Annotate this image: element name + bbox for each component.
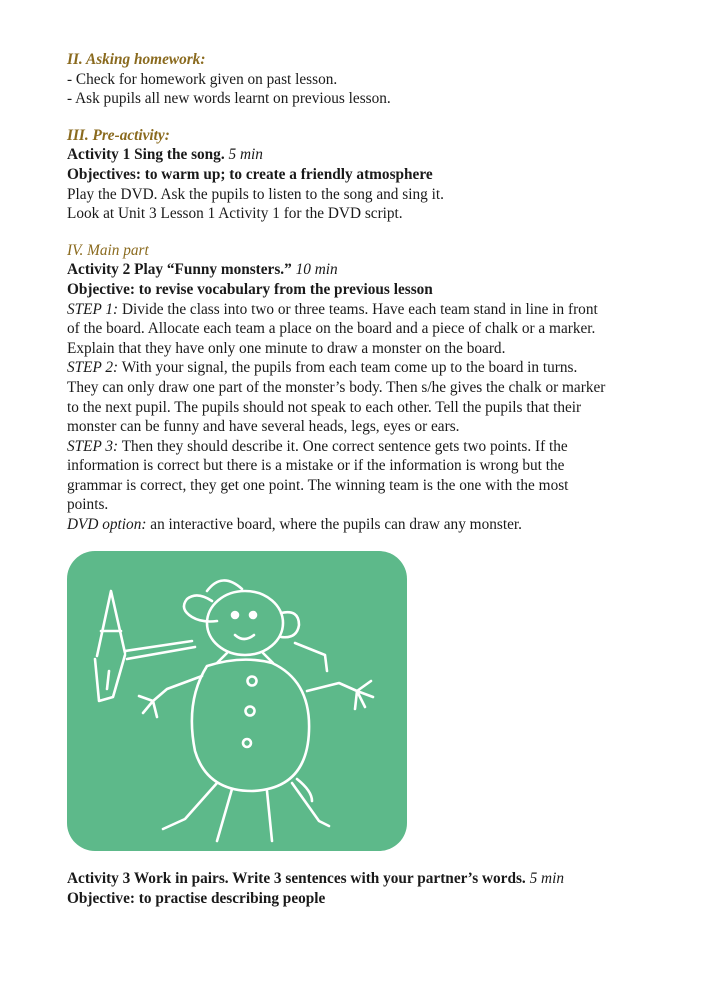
section-heading-asking-homework: II. Asking homework:	[67, 51, 206, 68]
activity-1-time: 5 min	[228, 146, 263, 164]
paragraph-line: Explain that they have only one minute to draw a monster on the board.	[67, 339, 506, 357]
step-1-label: STEP 1:	[67, 300, 119, 318]
monster-illustration	[67, 551, 407, 851]
dvd-option-line	[67, 515, 647, 535]
paragraph-line: Play the DVD. Ask the pupils to listen to the song and sing it.	[67, 185, 444, 203]
list-item: - Ask pupils all new words learnt on previous lesson.	[67, 90, 391, 108]
activity-3-title: Activity 3 Work in pairs. Write 3 sentences with your partner’s words.	[67, 870, 526, 887]
step-2-line	[67, 358, 647, 378]
paragraph-line: of the board. Allocate each team a place on the board and a piece of chalk or a marker.	[67, 320, 596, 338]
document-page	[67, 50, 647, 535]
paragraph-line: They can only draw one part of the monster’s body. Then s/he gives the chalk or marker	[67, 378, 606, 396]
activity-1-objectives: Objectives: to warm up; to create a friendly atmosphere	[67, 165, 433, 183]
step-1-text: Divide the class into two or three teams. Have each team stand in line in front	[118, 300, 598, 318]
monster-drawing-image	[67, 551, 407, 851]
step-2-text: With your signal, the pupils from each team come up to the board in turns.	[118, 359, 578, 377]
activity-2-title: Activity 2 Play “Funny monsters.”	[67, 261, 292, 279]
section-heading-pre-activity: III. Pre-activity:	[67, 126, 170, 144]
paragraph-line: monster can be funny and have several heads, legs, eyes or ears.	[67, 418, 460, 436]
activity-3-time: 5 min	[529, 870, 564, 887]
activity-2-objective: Objective: to revise vocabulary from the previous lesson	[67, 280, 433, 298]
paragraph-line: to the next pupil. The pupils should not speak to each other. Tell the pupils that their	[67, 398, 582, 416]
paragraph-line: Look at Unit 3 Lesson 1 Activity 1 for the DVD script.	[67, 205, 403, 223]
step-2-label: STEP 2:	[67, 359, 119, 377]
paragraph-line: points.	[67, 496, 109, 514]
step-3-line	[67, 437, 647, 457]
dvd-option-label: DVD option:	[67, 516, 147, 534]
activity-1-title: Activity 1 Sing the song.	[67, 146, 225, 164]
activity-3-block	[67, 869, 667, 908]
activity-1-title-line	[67, 145, 647, 165]
activity-2-title-line	[67, 260, 647, 280]
step-3-label: STEP 3:	[67, 437, 119, 455]
step-1-line	[67, 300, 647, 320]
activity-2-time: 10 min	[295, 261, 338, 279]
activity-3-title-line	[67, 869, 667, 889]
step-3-text: Then they should describe it. One correct sentence gets two points. If the	[118, 437, 568, 455]
list-item: - Check for homework given on past lesson.	[67, 70, 338, 88]
paragraph-line: information is correct but there is a mistake or if the information is wrong but the	[67, 457, 565, 475]
dvd-option-text: an interactive board, where the pupils can draw any monster.	[146, 516, 522, 534]
paragraph-line: grammar is correct, they get one point. The winning team is the one with the most	[67, 476, 569, 494]
activity-3-objective: Objective: to practise describing people	[67, 889, 326, 907]
section-heading-main-part: IV. Main part	[67, 241, 149, 259]
